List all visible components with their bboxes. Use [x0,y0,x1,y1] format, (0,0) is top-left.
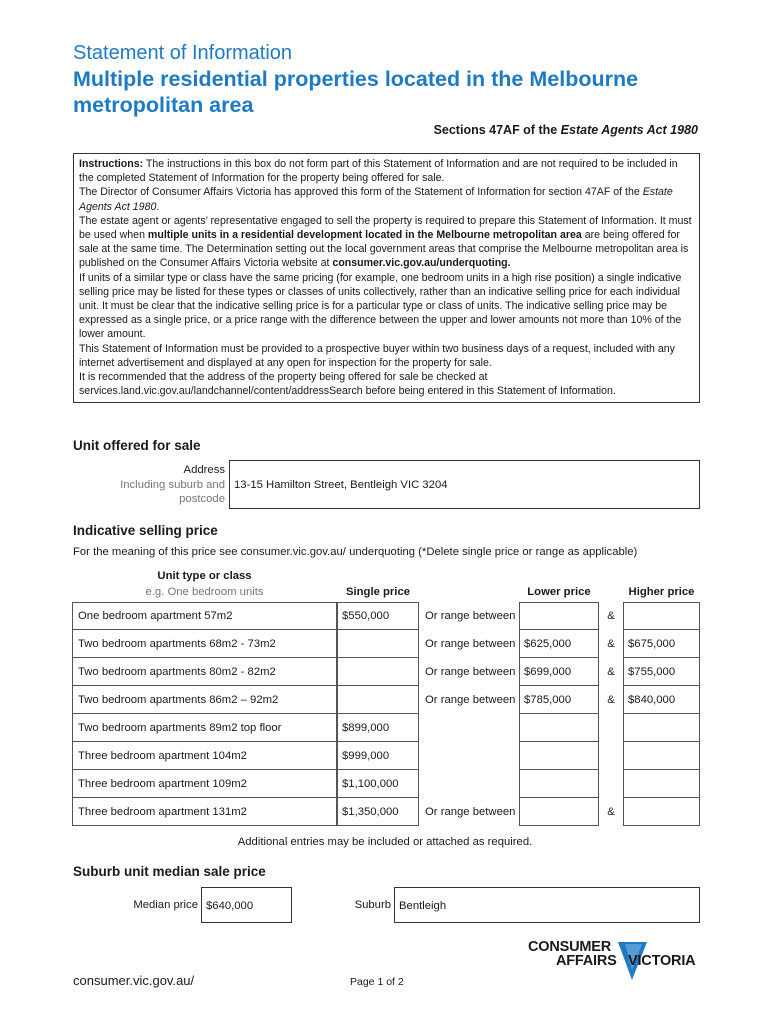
indicative-price-note: For the meaning of this price see consumer.vic.gov.au/ underquoting (*Delete single price or range as applicable) [73,546,638,558]
logo-word-victoria: VICTORIA [628,953,696,969]
lower-price-cell[interactable] [519,798,599,826]
ampersand-label: & [607,694,615,706]
instructions-paragraph-1: Instructions: The instructions in this box do not form part of this Statement of Information and are not required to be included in the completed Statement of Information for the property being offered for sale. [79,158,678,185]
unit-type-cell[interactable]: Three bedroom apartment 131m2 [72,798,337,826]
ampersand-label: & [607,806,615,818]
instructions-paragraph-2: The Director of Consumer Affairs Victoria has approved this form of the Statement of Information for section 47AF of the Estate Agents Act 1980. [79,186,673,213]
lower-price-cell[interactable] [519,714,599,742]
single-price-cell[interactable]: $1,100,000 [337,770,419,798]
ampersand-blank [599,742,623,770]
unit-type-cell[interactable]: Two bedroom apartments 89m2 top floor [72,714,337,742]
higher-price-cell[interactable]: $755,000 [623,658,700,686]
higher-price-cell[interactable] [623,714,700,742]
price-row [72,630,700,658]
consumer-affairs-victoria-logo [525,940,705,990]
single-price-cell[interactable] [337,686,419,714]
higher-price-cell[interactable]: $675,000 [623,630,700,658]
or-range-blank [419,714,519,742]
lower-price-cell[interactable] [519,770,599,798]
unit-type-cell[interactable]: Two bedroom apartments 86m2 – 92m2 [72,686,337,714]
ampersand-blank [599,714,623,742]
price-row [72,742,700,770]
col-header-type-example: e.g. One bedroom units [145,586,264,598]
col-header-lower: Lower price [527,586,591,598]
median-price-label: Median price [133,899,198,911]
single-price-cell[interactable]: $899,000 [337,714,419,742]
additional-entries-note: Additional entries may be included or attached as required. [237,836,533,848]
median-price-field[interactable]: $640,000 [201,887,292,923]
or-range-label: Or range between [425,806,516,818]
unit-type-cell[interactable]: Two bedroom apartments 68m2 - 73m2 [72,630,337,658]
higher-price-cell[interactable] [623,770,700,798]
col-header-higher: Higher price [628,586,695,598]
instructions-paragraph-4: If units of a similar type or class have the same pricing (for example, one bedroom units in a high rise position) a single indicative selling price may be listed for these types or classes of units collectively, rather than an indicative selling price for each individual unit. It must be clear that the indicative selling price is for a particular type or class of units. The indicative selling price may be expressed as a single price, or a price range with the difference between the upper and lower amounts not more than 10% of the lower amount. [79,271,682,341]
price-row [72,658,700,686]
suburb-label: Suburb [354,899,391,911]
logo-word-affairs: AFFAIRS [556,953,617,969]
instructions-paragraph-5: This Statement of Information must be provided to a prospective buyer within two business days of a request, included with any internet advertisement and displayed at any open for inspection for the property for sale. [79,342,675,369]
or-range-label: Or range between [425,666,516,678]
higher-price-cell[interactable] [623,602,700,630]
page-number: Page 1 of 2 [350,976,404,988]
median-heading: Suburb unit median sale price [73,864,266,879]
single-price-cell[interactable]: $1,350,000 [337,798,419,826]
single-price-cell[interactable] [337,658,419,686]
price-row [72,686,700,714]
higher-price-cell[interactable] [623,742,700,770]
unit-type-cell[interactable]: Two bedroom apartments 80m2 - 82m2 [72,658,337,686]
sections-reference: Sections 47AF of the Estate Agents Act 1980 [433,123,698,137]
higher-price-cell[interactable] [623,798,700,826]
footer-url[interactable]: consumer.vic.gov.au/ [73,973,195,988]
single-price-cell[interactable]: $550,000 [337,602,419,630]
address-field[interactable]: 13-15 Hamilton Street, Bentleigh VIC 3204 [229,460,700,509]
price-row [72,798,700,826]
price-row [72,770,700,798]
price-table [72,602,700,826]
ampersand-label: & [607,610,615,622]
instructions-box [73,153,700,403]
unit-offered-heading: Unit offered for sale [73,438,201,453]
col-header-single: Single price [345,586,411,598]
unit-type-cell[interactable]: One bedroom apartment 57m2 [72,602,337,630]
or-range-blank [419,770,519,798]
suburb-field[interactable]: Bentleigh [394,887,700,923]
or-range-blank [419,742,519,770]
lower-price-cell[interactable] [519,602,599,630]
price-row [72,602,700,630]
single-price-cell[interactable] [337,630,419,658]
address-label: Address Including suburb and postcode [120,464,225,505]
single-price-cell[interactable]: $999,000 [337,742,419,770]
lower-price-cell[interactable] [519,742,599,770]
col-header-type: Unit type or class [157,570,252,582]
instructions-paragraph-3: The estate agent or agents’ representative engaged to sell the property is required to prepare this Statement of Information. It must be used when multiple units in a residential development located in the Melbourne metropolitan area are being offered for sale at the same time. The Determination setting out the local government areas that comprise the Melbourne metropolitan area is published on the Consumer Affairs Victoria website at consumer.vic.gov.au/underquoting. [79,214,692,270]
higher-price-cell[interactable]: $840,000 [623,686,700,714]
or-range-label: Or range between [425,694,516,706]
ampersand-blank [599,770,623,798]
lower-price-cell[interactable]: $625,000 [519,630,599,658]
ampersand-label: & [607,666,615,678]
logo-word-consumer: CONSUMER [528,939,611,955]
document-subtitle: Multiple residential properties located in the Melbourne metropolitan area [73,67,639,117]
price-row [72,714,700,742]
document-title: Statement of Information [73,42,293,64]
instructions-paragraph-6: It is recommended that the address of the property being offered for sale be checked at services.land.vic.gov.au/landchannel/content/addressSearch before being entered in this Statement of Information. [79,371,616,398]
unit-type-cell[interactable]: Three bedroom apartment 109m2 [72,770,337,798]
ampersand-label: & [607,638,615,650]
or-range-label: Or range between [425,638,516,650]
unit-type-cell[interactable]: Three bedroom apartment 104m2 [72,742,337,770]
lower-price-cell[interactable]: $699,000 [519,658,599,686]
indicative-price-heading: Indicative selling price [73,523,218,538]
or-range-label: Or range between [425,610,516,622]
lower-price-cell[interactable]: $785,000 [519,686,599,714]
